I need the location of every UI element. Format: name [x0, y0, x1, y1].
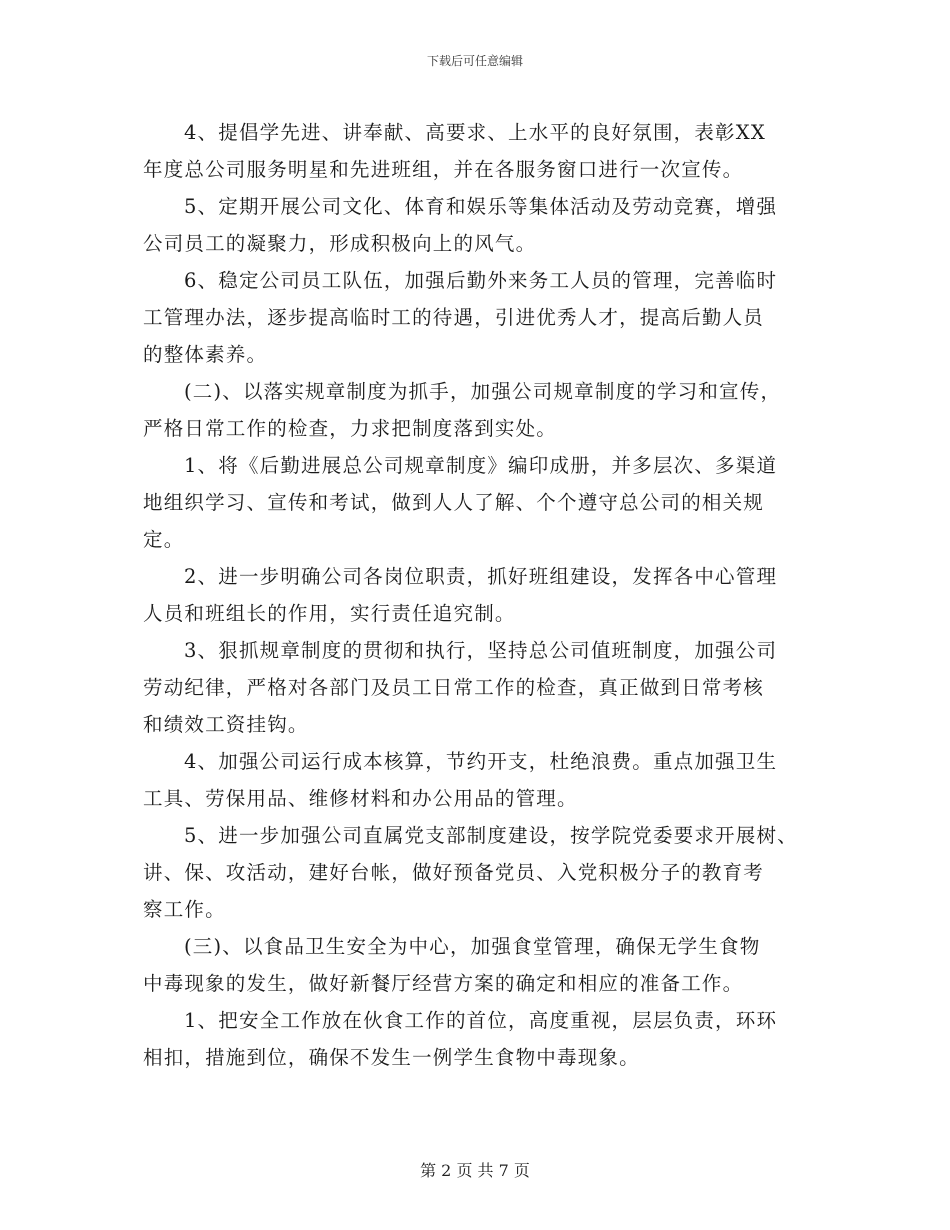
paragraph: 5、进一步加强公司直属党支部制度建设，按学院党委要求开展树、 讲、保、攻活动，建好台帐，做好预备党员、入党积极分子的教育考 察工作。 [143, 824, 798, 921]
paragraph: 5、定期开展公司文化、体育和娱乐等集体活动及劳动竞赛，增强 公司员工的凝聚力，形成积极向上的风气。 [143, 195, 778, 255]
paragraph: (三)、以食品卫生安全为中心，加强食堂管理，确保无学生食物 中毒现象的发生，做好新餐厅经营方案的确定和相应的准备工作。 [143, 935, 761, 995]
paragraph: 1、将《后勤进展总公司规章制度》编印成册，并多层次、多渠道 地组织学习、宣传和考试，做到人人了解、个个遵守总公司的相关规 定。 [143, 454, 778, 551]
paragraph: 3、狠抓规章制度的贯彻和执行，坚持总公司值班制度，加强公司 劳动纪律，严格对各部门及员工日常工作的检查，真正做到日常考核 和绩效工资挂钩。 [143, 639, 778, 736]
paragraph: (二)、以落实规章制度为抓手，加强公司规章制度的学习和宣传， 严格日常工作的检查，力求把制度落到实处。 [143, 380, 782, 440]
document-body [143, 114, 815, 1076]
page-header: 下载后可任意编辑 [426, 54, 523, 68]
paragraph: 4、提倡学先进、讲奉献、高要求、上水平的良好氛围，表彰XX 年度总公司服务明星和先进班组，并在各服务窗口进行一次宣传。 [143, 121, 766, 181]
paragraph: 4、加强公司运行成本核算，节约开支，杜绝浪费。重点加强卫生 工具、劳保用品、维修材料和办公用品的管理。 [143, 750, 778, 810]
paragraph: 6、稳定公司员工队伍，加强后勤外来务工人员的管理，完善临时 工管理办法，逐步提高临时工的待遇，引进优秀人才，提高后勤人员 的整体素养。 [143, 269, 778, 366]
page-number-footer: 第 2 页 共 7 页 [420, 1161, 530, 1180]
paragraph: 2、进一步明确公司各岗位职责，抓好班组建设，发挥各中心管理 人员和班组长的作用，实行责任追究制。 [143, 565, 778, 625]
paragraph: 1、把安全工作放在伙食工作的首位，高度重视，层层负责，环环 相扣，措施到位，确保不发生一例学生食物中毒现象。 [143, 1009, 778, 1069]
